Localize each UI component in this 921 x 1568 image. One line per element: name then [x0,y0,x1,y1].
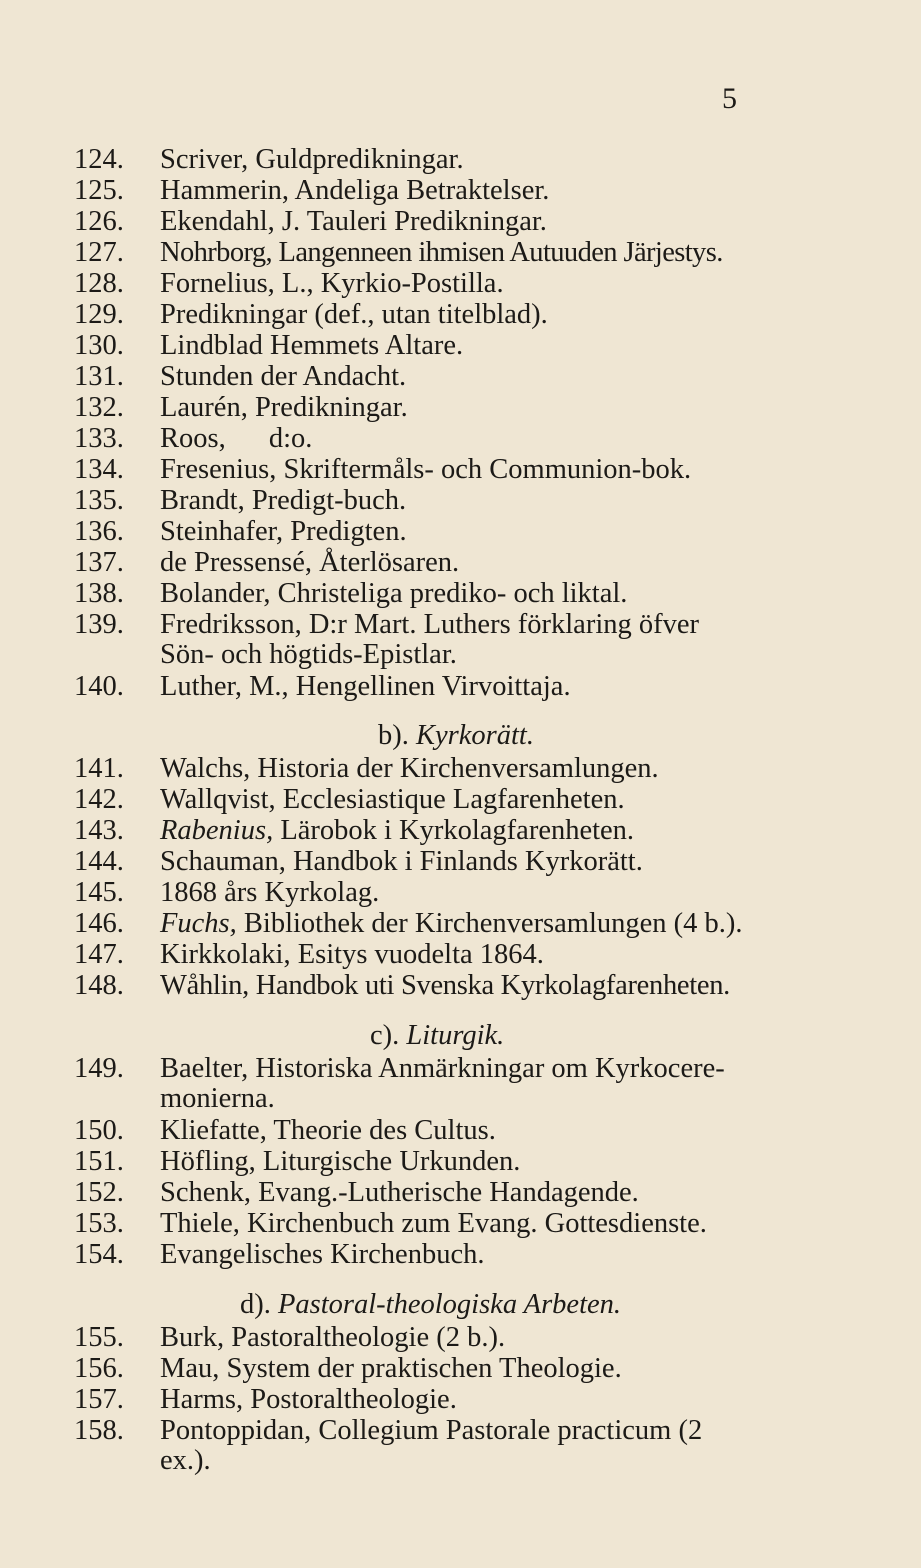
entry-number: 124. [74,144,124,175]
entry-text: Fredriksson, D:r Mart. Luthers förklaring öfver [160,609,699,640]
section-heading-d [240,1289,621,1321]
entry-text: Pontoppidan, Collegium Pastorale practicum (2 [160,1415,703,1446]
entry-text: 1868 års Kyrkolag. [160,877,380,908]
entry-text: Bolander, Christeliga prediko- och liktal. [160,578,628,609]
entry-number: 138. [74,578,124,609]
entry-number: 151. [74,1146,124,1177]
section-label: d). [240,1289,271,1320]
entry-text: Wåhlin, Handbok uti Svenska Kyrkolagfarenheten. [160,970,730,1001]
section-title: Liturgik. [406,1020,505,1051]
entry-text: Fresenius, Skriftermåls- och Communion-bok. [160,454,692,485]
entry-number: 132. [74,392,124,423]
entry-text: Steinhafer, Predigten. [160,516,407,547]
entry-text: Kirkkolaki, Esitys vuodelta 1864. [160,939,544,970]
entry-number: 154. [74,1239,124,1270]
section-heading-c [370,1020,504,1052]
entry-number: 126. [74,206,124,237]
entry-number: 143. [74,815,124,846]
entry-text: Brandt, Predigt-buch. [160,485,407,516]
entry-number: 149. [74,1053,124,1084]
entry-number: 144. [74,846,124,877]
entry-number: 148. [74,970,124,1001]
section-title: Kyrkorätt. [416,720,534,751]
entry-continuation: ex.). [160,1445,211,1476]
entry-text: Höfling, Liturgische Urkunden. [160,1146,521,1177]
entry-text: Ekendahl, J. Tauleri Predikningar. [160,206,547,237]
entry-continuation: Sön- och högtids-Epistlar. [160,639,457,670]
entry-number: 147. [74,939,124,970]
entry-number: 145. [74,877,124,908]
entry-text: Predikningar (def., utan titelblad). [160,299,548,330]
entry-text: Wallqvist, Ecclesiastique Lagfarenheten. [160,784,625,815]
entry-number: 158. [74,1415,124,1446]
entry-number: 139. [74,609,124,640]
entry-text: Bibliothek der Kirchenversamlungen (4 b.). [236,908,743,939]
entry-number: 152. [74,1177,124,1208]
entry-text: Walchs, Historia der Kirchenversamlungen. [160,753,659,784]
entry-number: 156. [74,1353,124,1384]
section-title: Pastoral-theologiska Arbeten. [278,1289,622,1320]
entry-number: 133. [74,423,124,454]
section-heading-b [378,720,534,752]
entry-text: Evangelisches Kirchenbuch. [160,1239,485,1270]
entry-text: Fornelius, L., Kyrkio-Postilla. [160,268,504,299]
entry-text: de Pressensé, Återlösaren. [160,547,460,578]
entry-number: 136. [74,516,124,547]
entry-number: 140. [74,671,124,702]
entry-text: Mau, System der praktischen Theologie. [160,1353,622,1384]
entry-text: Lärobok i Kyrkolagfarenheten. [273,815,635,846]
entry-text: Kliefatte, Theorie des Cultus. [160,1115,496,1146]
entry-number: 137. [74,547,124,578]
entry-number: 125. [74,175,124,206]
section-label: c). [370,1020,400,1051]
entry-number: 128. [74,268,124,299]
entry-continuation: monierna. [160,1083,275,1114]
entry-text: Harms, Postoraltheologie. [160,1384,457,1415]
entry-number: 131. [74,361,124,392]
page-number: 5 [722,82,737,115]
entry-number: 157. [74,1384,124,1415]
entry-author: Fuchs, [160,908,237,939]
entry-text: Stunden der Andacht. [160,361,407,392]
entry-number: 141. [74,753,124,784]
entry-number: 127. [74,237,124,268]
entry-text: Scriver, Guldpredikningar. [160,144,464,175]
entry-number: 134. [74,454,124,485]
entry-text: Nohrborg, Langenneen ihmisen Autuuden Järjestys. [160,237,723,268]
entry-text: Luther, M., Hengellinen Virvoittaja. [160,671,571,702]
entry-author: Rabenius, [160,815,274,846]
entry-text: Schenk, Evang.-Lutherische Handagende. [160,1177,639,1208]
entry-text: Lindblad Hemmets Altare. [160,330,464,361]
entry-text: Roos, d:o. [160,423,313,454]
entry-text: Schauman, Handbok i Finlands Kyrkorätt. [160,846,643,877]
entry-text: Hammerin, Andeliga Betraktelser. [160,175,550,206]
entry-number: 129. [74,299,124,330]
entry-text: Thiele, Kirchenbuch zum Evang. Gottesdienste. [160,1208,707,1239]
entry-number: 155. [74,1322,124,1353]
entry-text: Baelter, Historiska Anmärkningar om Kyrkocere- [160,1053,725,1084]
entry-number: 153. [74,1208,124,1239]
entry-number: 146. [74,908,124,939]
entry-number: 135. [74,485,124,516]
section-label: b). [378,720,409,751]
entry-text: Laurén, Predikningar. [160,392,408,423]
entry-text: Burk, Pastoraltheologie (2 b.). [160,1322,506,1353]
entry-number: 130. [74,330,124,361]
entry-number: 142. [74,784,124,815]
entry-number: 150. [74,1115,124,1146]
